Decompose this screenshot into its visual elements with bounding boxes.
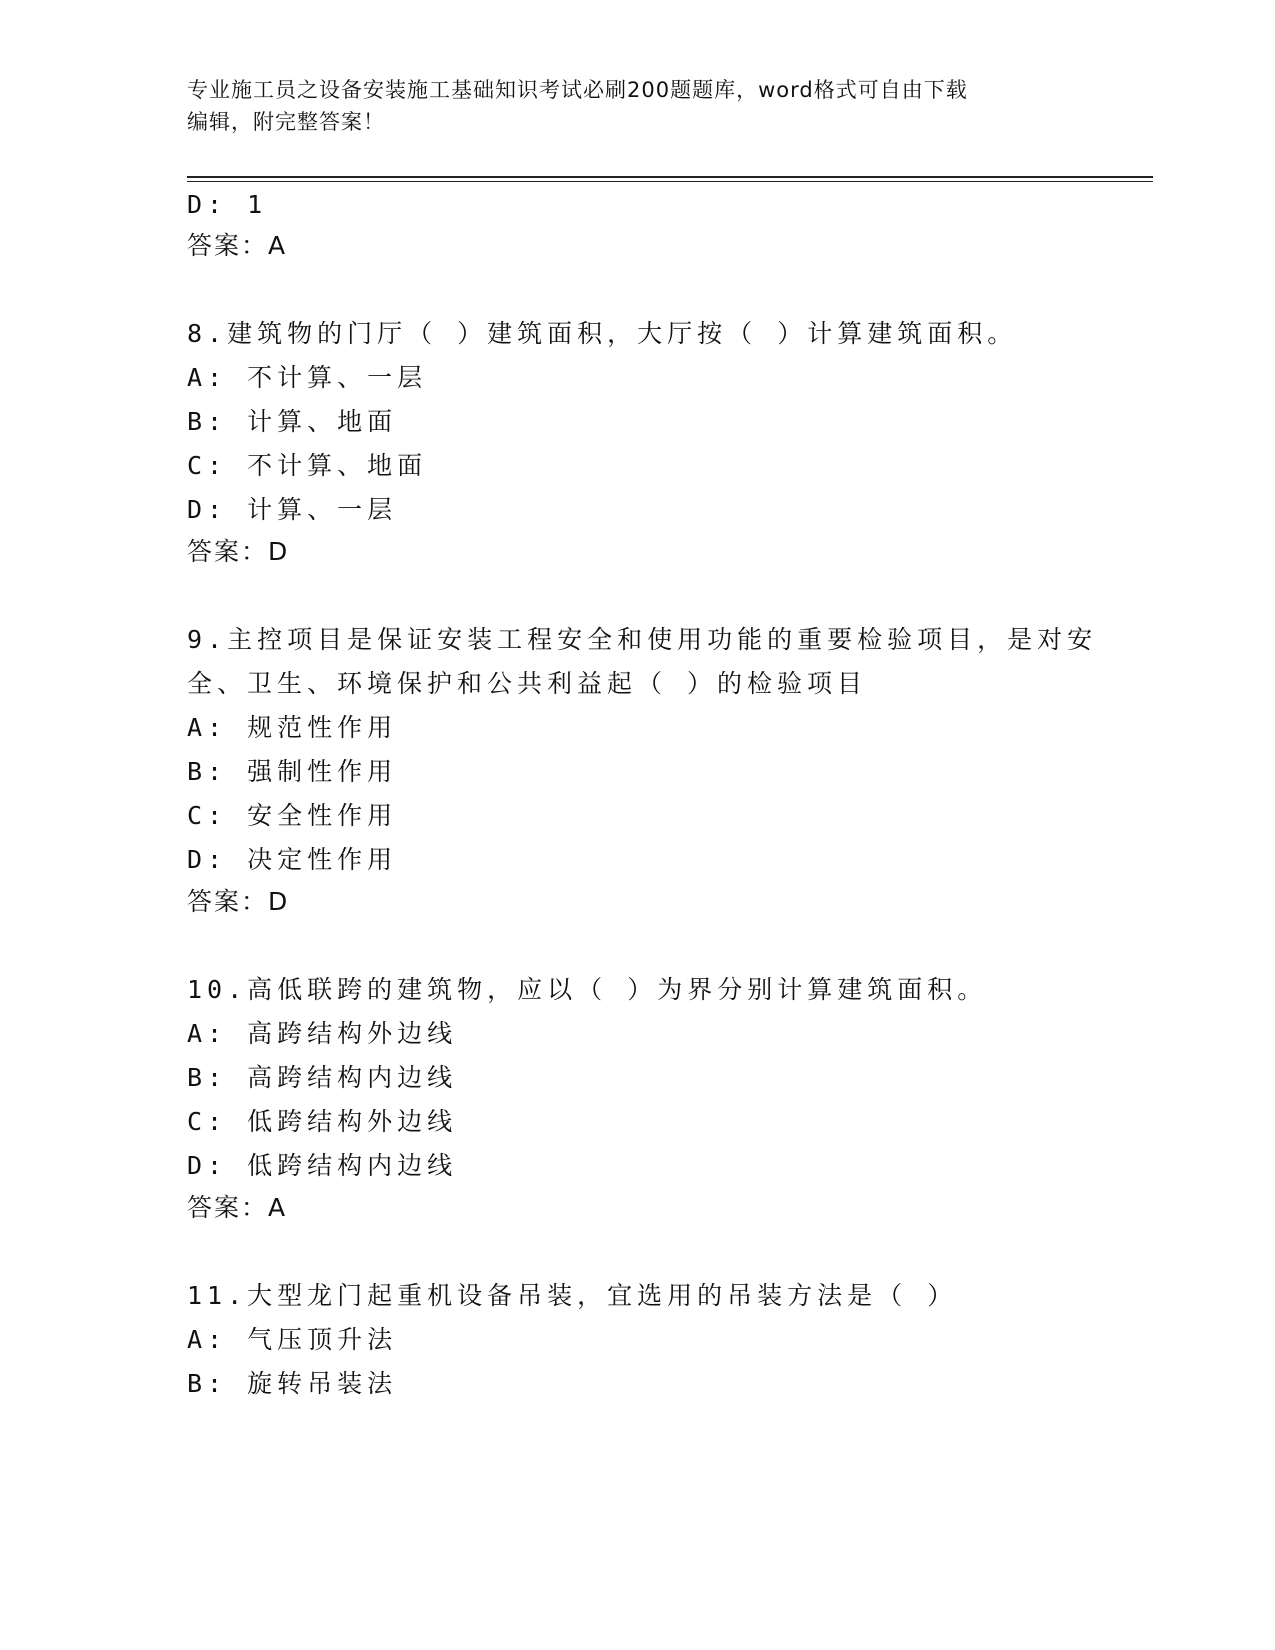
prev-option-d: D: 1 xyxy=(187,190,268,219)
q9-option-c: C: 安全性作用 xyxy=(187,801,398,830)
prev-answer: 答案：A xyxy=(187,231,288,260)
header-divider-thin xyxy=(187,181,1153,182)
q9-option-a: A: 规范性作用 xyxy=(187,713,398,742)
header-title-line2: 编辑，附完整答案！ xyxy=(187,110,385,134)
q9-answer: 答案：D xyxy=(187,887,290,916)
header-title-line1: 专业施工员之设备安装施工基础知识考试必刷200题题库，word格式可自由下载 xyxy=(187,78,968,102)
q10-option-d: D: 低跨结构内边线 xyxy=(187,1151,458,1180)
q11-option-a: A: 气压顶升法 xyxy=(187,1325,398,1354)
q8-option-b: B: 计算、地面 xyxy=(187,407,398,436)
q11-question: 11.大型龙门起重机设备吊装，宜选用的吊装方法是（ ） xyxy=(187,1281,958,1310)
header-divider-thick xyxy=(187,176,1153,178)
q8-option-c: C: 不计算、地面 xyxy=(187,451,428,480)
q8-option-a: A: 不计算、一层 xyxy=(187,363,428,392)
q8-question: 8.建筑物的门厅（ ）建筑面积，大厅按（ ）计算建筑面积。 xyxy=(187,319,1018,348)
q10-question: 10.高低联跨的建筑物，应以（ ）为界分别计算建筑面积。 xyxy=(187,975,988,1004)
q9-option-b: B: 强制性作用 xyxy=(187,757,398,786)
q9-question-line1: 9.主控项目是保证安装工程安全和使用功能的重要检验项目，是对安 xyxy=(187,625,1098,654)
q9-question-line2: 全、卫生、环境保护和公共利益起（ ）的检验项目 xyxy=(187,669,868,698)
q8-answer: 答案：D xyxy=(187,537,290,566)
q9-option-d: D: 决定性作用 xyxy=(187,845,398,874)
q10-option-c: C: 低跨结构外边线 xyxy=(187,1107,458,1136)
page-header xyxy=(187,74,1067,138)
q11-option-b: B: 旋转吊装法 xyxy=(187,1369,398,1398)
q10-option-a: A: 高跨结构外边线 xyxy=(187,1019,458,1048)
q10-answer: 答案：A xyxy=(187,1193,288,1222)
q8-option-d: D: 计算、一层 xyxy=(187,495,398,524)
q10-option-b: B: 高跨结构内边线 xyxy=(187,1063,458,1092)
